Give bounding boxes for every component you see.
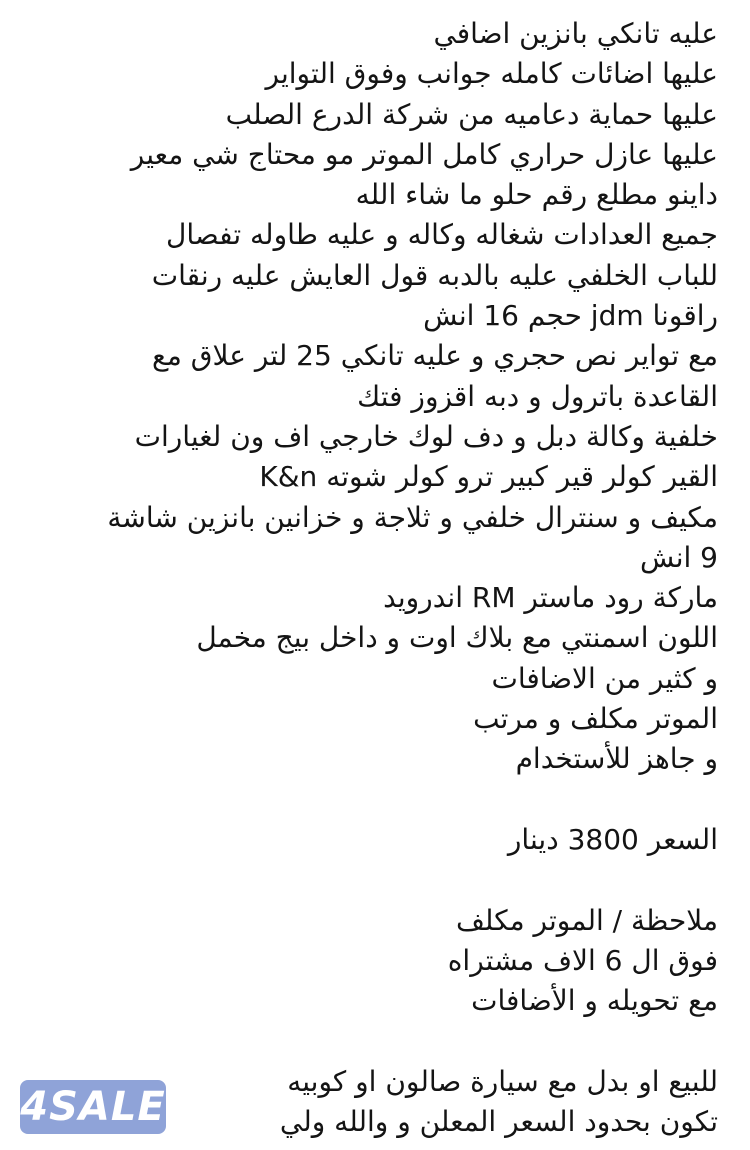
post-line: للباب الخلفي عليه بالدبه قول العايش عليه رنقات xyxy=(151,258,718,292)
blank-line xyxy=(6,780,718,820)
price-line: السعر 3800 دينار xyxy=(507,822,718,856)
post-line: مكيف و سنترال خلفي و ثلاجة و خزانين بانزين شاشة xyxy=(107,500,718,534)
blank-line xyxy=(6,1021,718,1061)
4sale-watermark-logo xyxy=(20,1080,166,1134)
post-line: و جاهز للأستخدام xyxy=(515,742,718,776)
watermark-text: 4SALE xyxy=(20,1084,166,1130)
post-line: عليها حماية دعاميه من شركة الدرع الصلب xyxy=(225,97,718,131)
post-line: عليه تانكي بانزين اضافي xyxy=(433,17,718,50)
post-line: خلفية وكالة دبل و دف لوك خارجي اف ون لغيارات xyxy=(134,419,718,453)
post-line: عليها عازل حراري كامل الموتر مو محتاج شي معير xyxy=(130,137,718,171)
post-line: و كثير من الاضافات xyxy=(491,661,718,695)
post-line: القير كولر قير كبير ترو كولر شوته K&n xyxy=(259,460,718,494)
note-line: ملاحظة / الموتر مكلف xyxy=(455,903,718,937)
post-description xyxy=(6,14,718,1142)
post-line: تكون بحدود السعر المعلن و والله ولي xyxy=(279,1105,718,1139)
post-line: راقونا jdm حجم 16 انش xyxy=(423,299,718,333)
post-line: القاعدة باترول و دبه اقزوز فتك xyxy=(357,379,718,413)
post-line: اللون اسمنتي مع بلاك اوت و داخل بيج مخمل xyxy=(196,621,718,655)
blank-line xyxy=(6,860,718,900)
post-line: 9 انش xyxy=(640,540,718,574)
post-line: للبيع او بدل مع سيارة صالون او كوبيه xyxy=(287,1064,718,1098)
post-line: ماركة رود ماستر RM اندرويد xyxy=(383,581,718,615)
post-line: جميع العدادات شغاله وكاله و عليه طاوله تفصال xyxy=(166,218,718,252)
note-line: فوق ال 6 الاف مشتراه xyxy=(447,943,718,977)
post-line: الموتر مكلف و مرتب xyxy=(473,702,718,736)
post-line: عليها اضائات كامله جوانب وفوق التواير xyxy=(265,57,718,91)
note-line: مع تحويله و الأضافات xyxy=(471,984,718,1018)
post-line: داينو مطلع رقم حلو ما شاء الله xyxy=(355,178,718,212)
post-line: مع تواير نص حجري و عليه تانكي 25 لتر علاق مع xyxy=(151,339,718,373)
